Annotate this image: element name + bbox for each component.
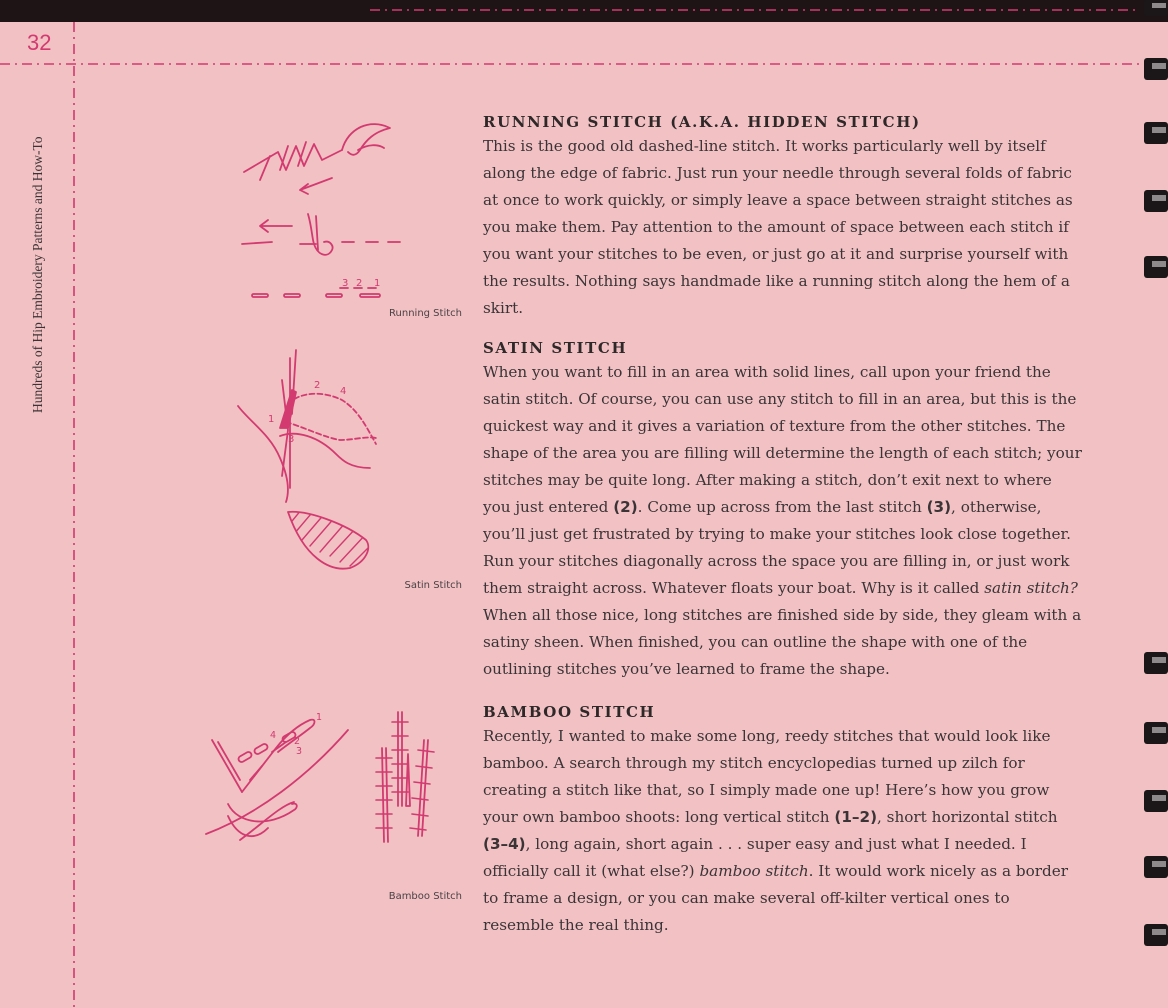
bamboo-stitch-body	[483, 723, 1083, 939]
satin-number-2: 2	[314, 380, 321, 391]
section-running-stitch	[483, 113, 1083, 322]
satin-body-part-2: . Come up across from the last stitch	[637, 498, 927, 516]
satin-stitch-heading: SATIN STITCH	[483, 339, 628, 357]
bamboo-stitch-heading: BAMBOO STITCH	[483, 703, 656, 721]
satin-body-part-4: When all those nice, long stitches are finished side by side, they gleam with a satiny sheen. When finished, you can outline the shape with one of the outlining stitches you’ve learned to frame the shape.	[483, 606, 1082, 678]
running-number-2: 2	[356, 278, 363, 289]
running-stitch-heading: RUNNING STITCH (A.K.A. HIDDEN STITCH)	[483, 113, 921, 131]
bamboo-number-2: 2	[294, 736, 301, 747]
satin-ref-3: (3)	[926, 498, 952, 516]
spiral-binding	[1138, 0, 1168, 1008]
bamboo-stitch-italic: bamboo stitch	[699, 862, 809, 880]
running-stitch-illustration	[230, 110, 410, 310]
caption-bamboo-stitch: Bamboo Stitch	[388, 891, 462, 902]
section-satin-stitch	[483, 339, 1083, 683]
bamboo-body-part-1: Recently, I wanted to make some long, reedy stitches that would look like bamboo. A search through my stitch encyclopedias turned up zilch for creating a stitch like that, so I simply made one up! Here’s how you grow your own bamboo shoots: long vertical stitch	[483, 727, 1051, 826]
bamboo-stitch-illustration	[198, 706, 458, 886]
bamboo-body-part-4: . It would work nicely as a border to frame a design, or you can make several off-kilter vertical ones to resemble the real thing.	[483, 862, 1069, 934]
bamboo-number-3: 3	[296, 746, 303, 757]
bamboo-ref-3-4: (3–4)	[483, 835, 526, 853]
running-number-1: 1	[374, 278, 381, 289]
satin-stitch-illustration	[230, 344, 410, 574]
bamboo-number-4: 4	[270, 730, 277, 741]
satin-number-1: 1	[268, 414, 275, 425]
satin-body-part-3: , otherwise, you’ll just get frustrated by trying to make your stitches look close together. Run your stitches diagonally across the space you are filling in, or just work them straight across. Whatever floats your boat. Why is it called	[483, 498, 1071, 597]
running-head: Hundreds of Hip Embroidery Patterns and How-To	[30, 136, 45, 413]
satin-stitch-italic: satin stitch?	[984, 579, 1078, 597]
caption-running-stitch: Running Stitch	[389, 308, 462, 319]
satin-body-part-1: When you want to fill in an area with solid lines, call upon your friend the satin stitch. Of course, you can use any stitch to fill in an area, but this is the quickest way and it gives a variation of texture from the other stitches. The shape of the area you are filling will determine the length of each stitch; your stitches may be quite long. After making a stitch, don’t exit next to where you just entered	[483, 363, 1082, 516]
caption-satin-stitch: Satin Stitch	[404, 580, 462, 591]
satin-ref-2: (2)	[613, 498, 638, 516]
section-bamboo-stitch	[483, 703, 1083, 939]
bamboo-body-part-3: , long again, short again . . . super easy and just what I needed. I officially call it (what else?)	[483, 835, 1027, 880]
satin-stitch-body	[483, 359, 1083, 683]
running-number-3: 3	[342, 278, 349, 289]
bamboo-number-1: 1	[316, 712, 323, 723]
bamboo-body-part-2: , short horizontal stitch	[877, 808, 1058, 826]
satin-number-3: 3	[288, 434, 295, 445]
running-stitch-body: This is the good old dashed-line stitch. It works particularly well by itself along the edge of fabric. Just run your needle through several folds of fabric at once to work quickly, or simply leave a space between straight stitches as you make them. Pay attention to the amount of space between each stitch if you want your stitches to be even, or just go at it and surprise yourself with the results. Nothing says handmade like a running stitch along the hem of a skirt.	[483, 137, 1073, 317]
page-number: 32	[27, 30, 52, 55]
bamboo-ref-1-2: (1–2)	[834, 808, 878, 826]
satin-number-4: 4	[340, 386, 347, 397]
